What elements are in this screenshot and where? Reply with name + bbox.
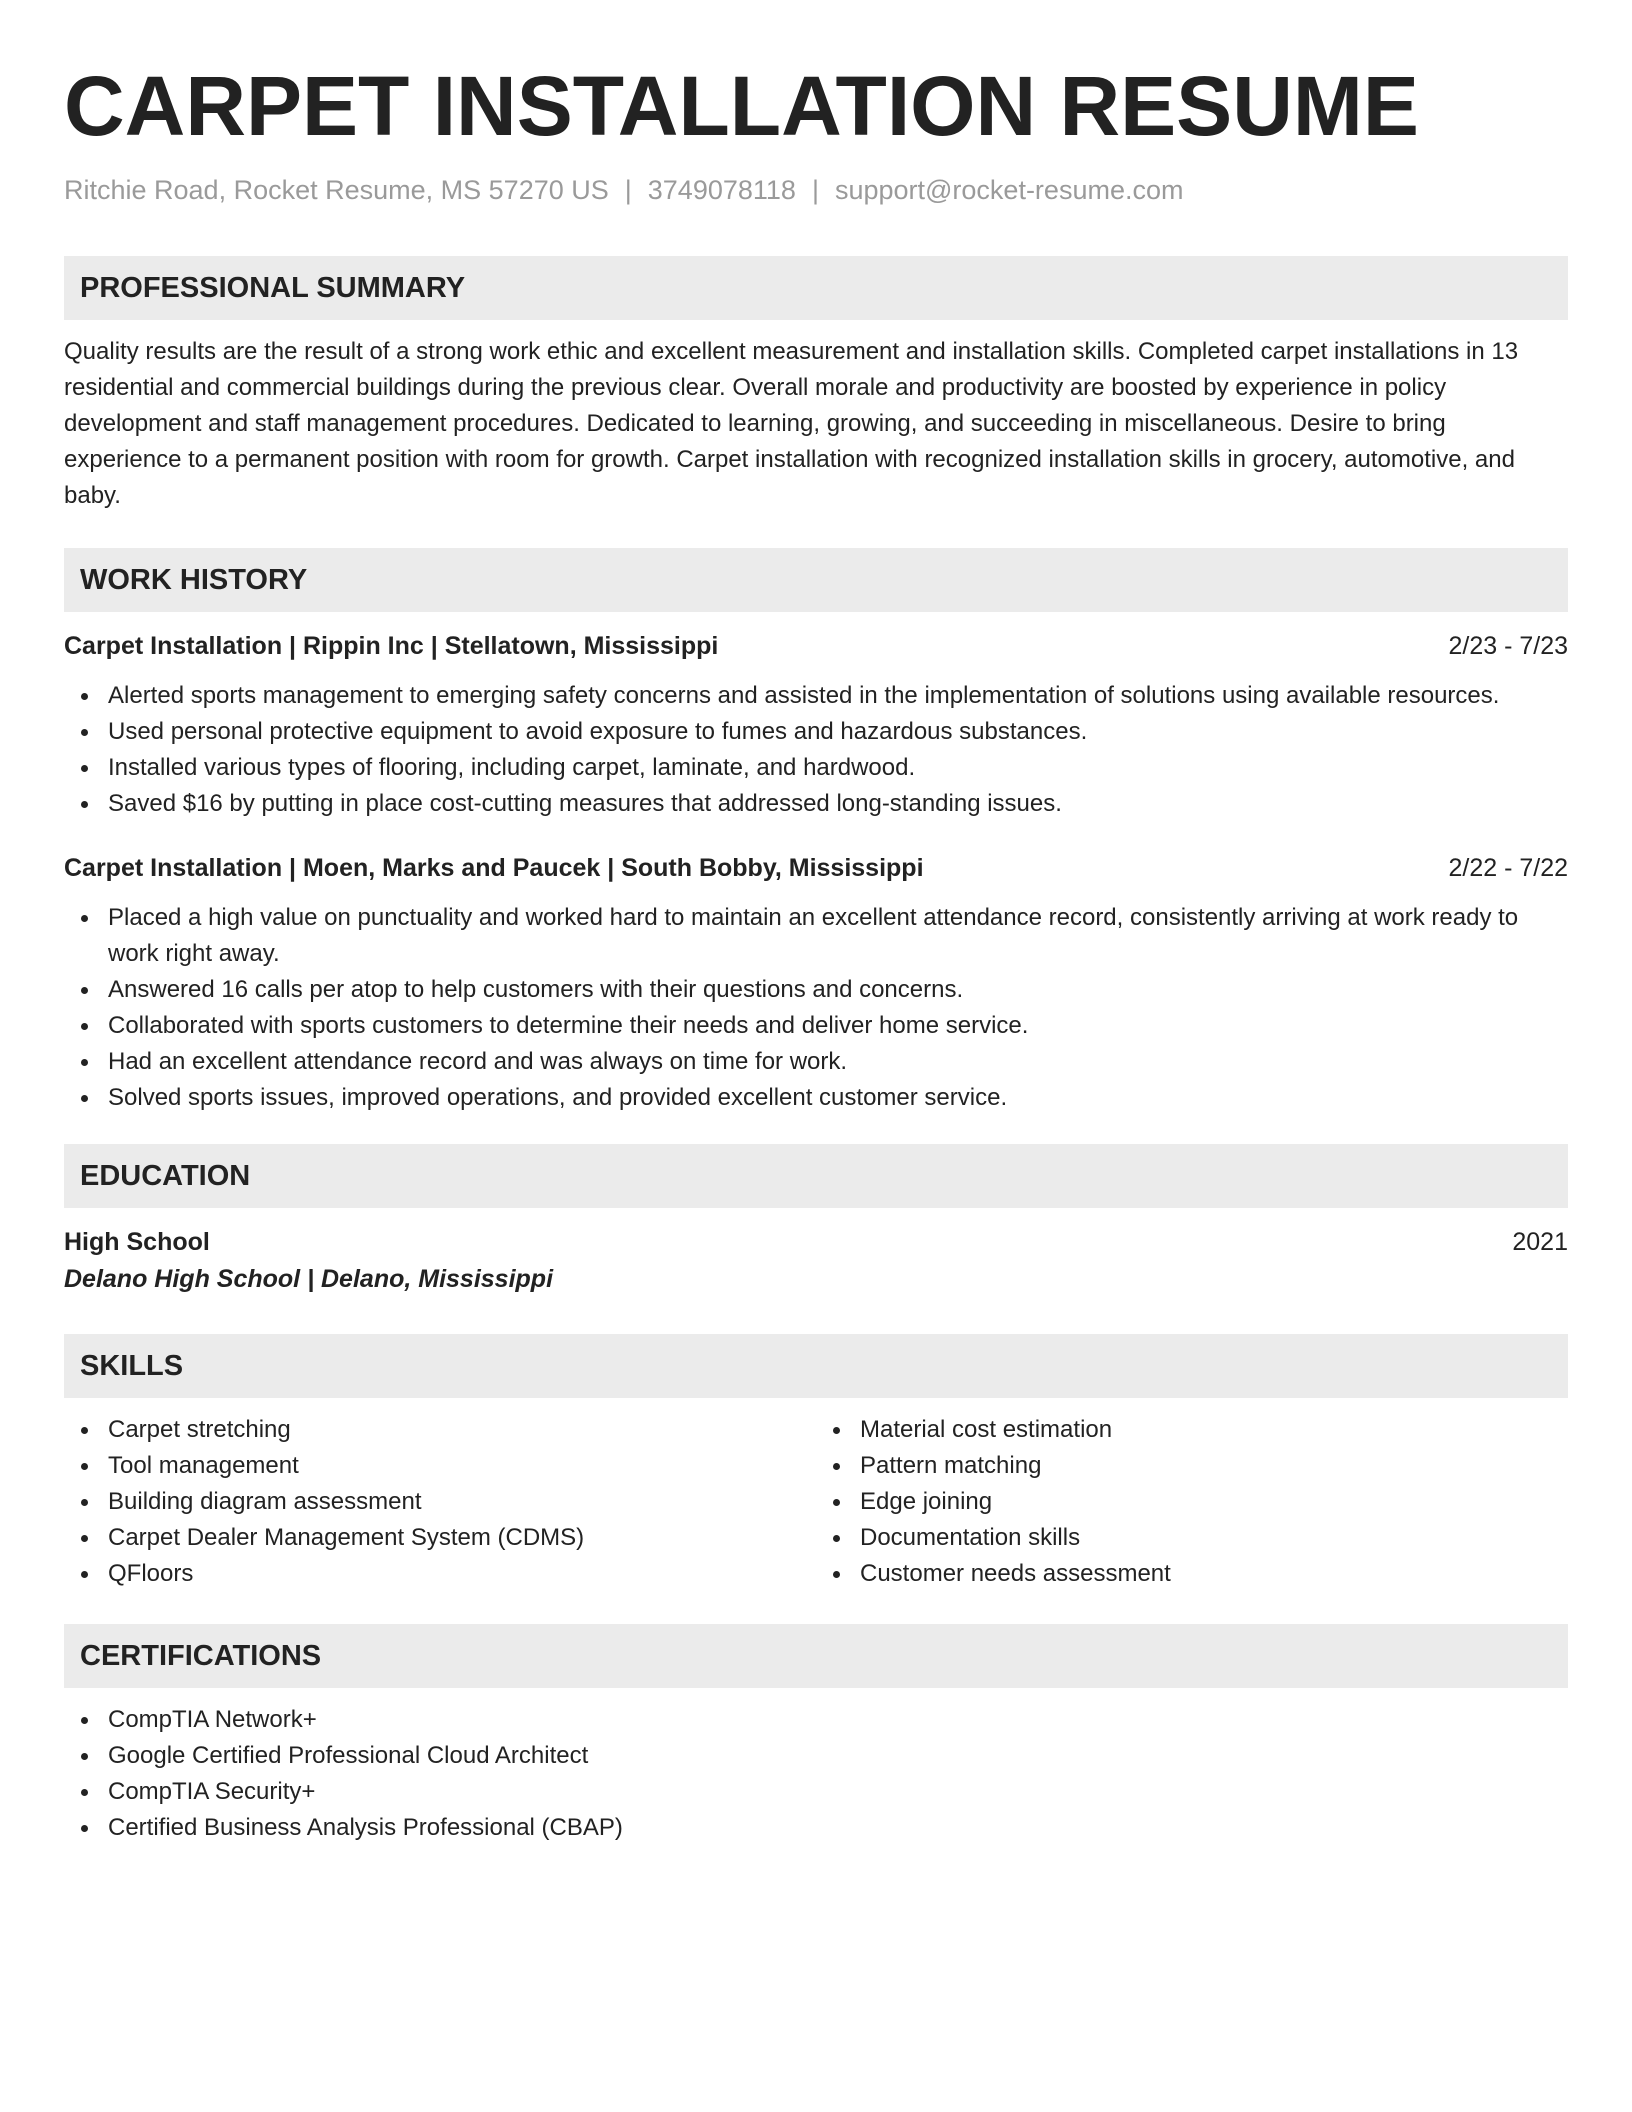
job-bullet: Alerted sports management to emerging safety concerns and assisted in the implementation of solutions using available resources. (64, 678, 1568, 714)
job-title: Carpet Installation | Rippin Inc | Stellatown, Mississippi (64, 632, 719, 660)
section-header-summary (64, 256, 1568, 320)
certification-item: Google Certified Professional Cloud Architect (64, 1738, 1568, 1774)
contact-email: support@rocket-resume.com (834, 175, 1184, 205)
skill-item: Edge joining (816, 1484, 1568, 1520)
section-header-education (64, 1144, 1568, 1208)
job-bullets (64, 678, 1568, 822)
skills-column-right (816, 1412, 1568, 1592)
certification-item: CompTIA Security+ (64, 1774, 1568, 1810)
skill-item: Building diagram assessment (64, 1484, 816, 1520)
section-title: PROFESSIONAL SUMMARY (80, 271, 466, 304)
skill-item: Carpet stretching (64, 1412, 816, 1448)
skill-item: Documentation skills (816, 1520, 1568, 1556)
job-bullets (64, 900, 1568, 1116)
section-header-skills (64, 1334, 1568, 1398)
job-bullet: Had an excellent attendance record and was always on time for work. (64, 1044, 1568, 1080)
skills-grid (64, 1412, 1568, 1592)
skill-item: Material cost estimation (816, 1412, 1568, 1448)
education-entry-header (64, 1224, 1568, 1260)
certifications-list (64, 1702, 1568, 1846)
skill-item: QFloors (64, 1556, 816, 1592)
job-bullet: Collaborated with sports customers to determine their needs and deliver home service. (64, 1008, 1568, 1044)
section-title: SKILLS (80, 1349, 184, 1382)
section-header-certifications (64, 1624, 1568, 1688)
skill-item: Pattern matching (816, 1448, 1568, 1484)
job-bullet: Placed a high value on punctuality and worked hard to maintain an excellent attendance record, consistently arriving at work ready to work right away. (64, 900, 1568, 972)
section-title: CERTIFICATIONS (80, 1639, 322, 1672)
job-bullet: Used personal protective equipment to avoid exposure to fumes and hazardous substances. (64, 714, 1568, 750)
section-title: EDUCATION (80, 1159, 251, 1192)
skill-item: Tool management (64, 1448, 816, 1484)
contact-phone: 3749078118 (647, 175, 796, 205)
job-bullet: Answered 16 calls per atop to help customers with their questions and concerns. (64, 972, 1568, 1008)
job-dates: 2/22 - 7/22 (1448, 854, 1568, 882)
skills-list (816, 1412, 1568, 1592)
certification-item: Certified Business Analysis Professional (CBAP) (64, 1810, 1568, 1846)
skills-column-left (64, 1412, 816, 1592)
skill-item: Customer needs assessment (816, 1556, 1568, 1592)
contact-address: Ritchie Road, Rocket Resume, MS 57270 US (64, 175, 609, 205)
section-title: WORK HISTORY (80, 563, 308, 596)
summary-text: Quality results are the result of a strong work ethic and excellent measurement and installation skills. Completed carpet installations in 13 residential and commercial buildings during the previous clear. Overall morale and productivity are boosted by experience in policy development and staff management procedures. Dedicated to learning, growing, and succeeding in miscellaneous. Desire to bring experience to a permanent position with room for growth. Carpet installation with recognized installation skills in grocery, automotive, and baby. (64, 338, 1519, 509)
contact-separator: | (811, 175, 819, 205)
job-entry-header (64, 628, 1568, 664)
job-entry-header (64, 850, 1568, 886)
education-degree: High School (64, 1228, 210, 1256)
job-bullet: Solved sports issues, improved operations, and provided excellent customer service. (64, 1080, 1568, 1116)
resume-title: CARPET INSTALLATION RESUME (64, 59, 1419, 153)
education-year: 2021 (1512, 1228, 1568, 1256)
contact-line (64, 172, 1568, 208)
contact-separator: | (624, 175, 632, 205)
section-header-work-history (64, 548, 1568, 612)
skills-list (64, 1412, 816, 1592)
job-title: Carpet Installation | Moen, Marks and Paucek | South Bobby, Mississippi (64, 854, 924, 882)
job-bullet: Saved $16 by putting in place cost-cutting measures that addressed long-standing issues. (64, 786, 1568, 822)
job-dates: 2/23 - 7/23 (1448, 632, 1568, 660)
education-school: Delano High School | Delano, Mississippi (64, 1265, 554, 1293)
job-bullet: Installed various types of flooring, including carpet, laminate, and hardwood. (64, 750, 1568, 786)
skill-item: Carpet Dealer Management System (CDMS) (64, 1520, 816, 1556)
certification-item: CompTIA Network+ (64, 1702, 1568, 1738)
